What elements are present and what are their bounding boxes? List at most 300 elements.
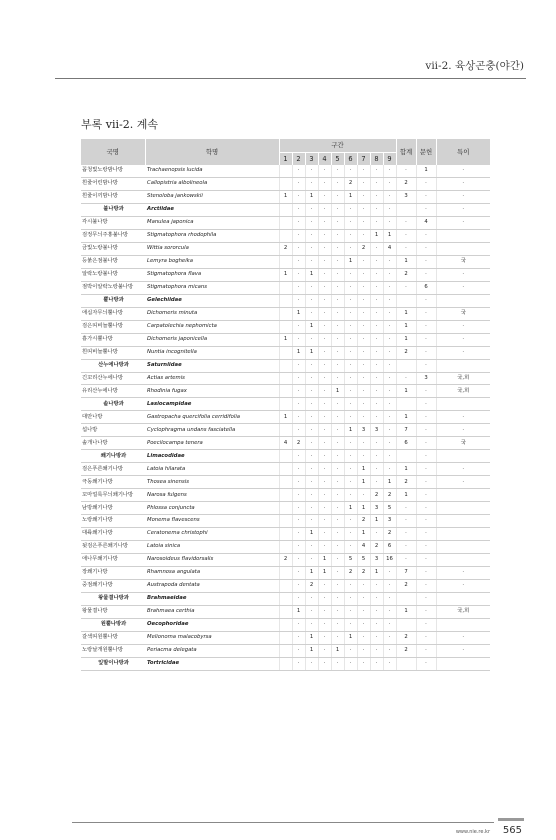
value-cell: · [305, 592, 318, 605]
scientific-name: Gastropacha quercifolia cerridifolia [145, 411, 279, 424]
value-cell: · [331, 411, 344, 424]
value-cell: · [344, 476, 357, 489]
species-row [81, 580, 490, 593]
value-cell: 3 [383, 515, 396, 528]
value-cell: · [344, 372, 357, 385]
value-cell: · [318, 268, 331, 281]
species-row [81, 463, 490, 476]
species-row [81, 631, 490, 644]
value-cell: · [416, 554, 436, 567]
value-cell: · [383, 657, 396, 670]
value-cell: · [357, 411, 370, 424]
value-cell: 1 [305, 346, 318, 359]
value-cell: 1 [396, 605, 416, 618]
footer-url: www.nie.re.kr [455, 829, 490, 835]
scientific-name: Limacodidae [145, 450, 279, 463]
value-cell: 1 [396, 333, 416, 346]
value-cell: · [292, 411, 305, 424]
value-cell: · [292, 450, 305, 463]
value-cell: · [292, 515, 305, 528]
scientific-name: Brahmaeidae [145, 592, 279, 605]
value-cell: · [331, 592, 344, 605]
value-cell: · [344, 229, 357, 242]
value-cell: · [305, 618, 318, 631]
scientific-name: Wittia sororcula [145, 242, 279, 255]
value-cell: · [305, 541, 318, 554]
value-cell: · [370, 411, 383, 424]
value-cell: 1 [292, 346, 305, 359]
value-cell: · [305, 489, 318, 502]
value-cell: · [396, 502, 416, 515]
value-cell [436, 229, 490, 242]
scientific-name: Saturniidae [145, 359, 279, 372]
korean-name: 꼽청빛노랑밤나방 [81, 165, 145, 177]
value-cell: · [383, 307, 396, 320]
value-cell: · [318, 177, 331, 190]
value-cell [279, 424, 292, 437]
value-cell [279, 255, 292, 268]
value-cell: · [436, 216, 490, 229]
value-cell: · [416, 398, 436, 411]
family-row [81, 592, 490, 605]
value-cell: · [357, 165, 370, 177]
value-cell: · [344, 489, 357, 502]
value-cell: 5 [344, 554, 357, 567]
value-cell: 1 [416, 165, 436, 177]
scientific-name: Lemyra bogheika [145, 255, 279, 268]
korean-name: 솔개나나방 [81, 437, 145, 450]
value-cell: · [292, 592, 305, 605]
value-cell: · [331, 631, 344, 644]
korean-name: 쐐기나방과 [81, 450, 145, 463]
value-cell: · [383, 580, 396, 593]
value-cell: 1 [279, 190, 292, 203]
header-segment-6: 6 [344, 153, 357, 166]
value-cell: · [370, 476, 383, 489]
korean-name: 각시불나방 [81, 216, 145, 229]
value-cell: 1 [344, 255, 357, 268]
value-cell: · [318, 411, 331, 424]
korean-name: 노랑쐐기나방 [81, 515, 145, 528]
value-cell: 국,희 [436, 372, 490, 385]
value-cell: · [318, 398, 331, 411]
value-cell: · [292, 398, 305, 411]
value-cell: · [331, 554, 344, 567]
footer-bar [498, 818, 524, 821]
value-cell: · [416, 580, 436, 593]
value-cell: · [357, 307, 370, 320]
value-cell: 4 [416, 216, 436, 229]
value-cell: 1 [331, 644, 344, 657]
value-cell: · [416, 489, 436, 502]
value-cell [279, 515, 292, 528]
value-cell: · [344, 528, 357, 541]
value-cell: 1 [396, 307, 416, 320]
value-cell [279, 502, 292, 515]
value-cell: · [305, 216, 318, 229]
value-cell: · [305, 385, 318, 398]
value-cell: · [292, 216, 305, 229]
value-cell [396, 203, 416, 216]
value-cell: 1 [344, 424, 357, 437]
value-cell: · [383, 294, 396, 307]
value-cell: · [331, 333, 344, 346]
value-cell: · [436, 463, 490, 476]
value-cell: · [318, 385, 331, 398]
value-cell: · [436, 631, 490, 644]
value-cell: 3 [416, 372, 436, 385]
value-cell: · [436, 203, 490, 216]
header-rule [55, 78, 526, 79]
scientific-name: Nuntia incognitella [145, 346, 279, 359]
korean-name: 노랑날개원뿔나방 [81, 644, 145, 657]
korean-name: 흰줄어린밤나방 [81, 177, 145, 190]
value-cell [279, 489, 292, 502]
value-cell: · [318, 307, 331, 320]
value-cell: · [370, 359, 383, 372]
value-cell [279, 281, 292, 294]
value-cell: · [370, 177, 383, 190]
value-cell: · [292, 294, 305, 307]
value-cell: · [318, 541, 331, 554]
scientific-name: Stigmatophora rhodophila [145, 229, 279, 242]
value-cell: 2 [357, 242, 370, 255]
value-cell: · [416, 424, 436, 437]
value-cell: · [318, 229, 331, 242]
family-row [81, 359, 490, 372]
species-row [81, 411, 490, 424]
value-cell: · [305, 398, 318, 411]
value-cell [279, 450, 292, 463]
value-cell: · [331, 528, 344, 541]
value-cell: · [370, 463, 383, 476]
scientific-name: Tortricidae [145, 657, 279, 670]
header-literature: 문헌 [416, 139, 436, 165]
value-cell: 1 [292, 307, 305, 320]
value-cell: · [331, 216, 344, 229]
value-cell: · [331, 515, 344, 528]
value-cell [279, 657, 292, 670]
value-cell: · [318, 644, 331, 657]
value-cell: · [370, 165, 383, 177]
value-cell: · [383, 437, 396, 450]
value-cell: · [292, 644, 305, 657]
header-segment-2: 2 [292, 153, 305, 166]
value-cell: · [344, 463, 357, 476]
scientific-name: Carpatolechia nephomicta [145, 320, 279, 333]
value-cell: · [416, 411, 436, 424]
value-cell: · [436, 177, 490, 190]
value-cell [279, 359, 292, 372]
value-cell [279, 294, 292, 307]
value-cell: · [331, 489, 344, 502]
value-cell: · [416, 190, 436, 203]
value-cell [279, 229, 292, 242]
value-cell: · [357, 372, 370, 385]
value-cell [436, 592, 490, 605]
value-cell: · [331, 605, 344, 618]
value-cell: · [344, 359, 357, 372]
korean-name: 왕물결나방 [81, 605, 145, 618]
value-cell: 2 [383, 528, 396, 541]
scientific-name: Monema flavescens [145, 515, 279, 528]
value-cell: · [436, 190, 490, 203]
value-cell: · [370, 372, 383, 385]
value-cell: 1 [396, 255, 416, 268]
value-cell: 5 [383, 502, 396, 515]
value-cell: · [416, 385, 436, 398]
value-cell [436, 515, 490, 528]
value-cell: · [305, 255, 318, 268]
value-cell: · [318, 463, 331, 476]
value-cell: · [331, 255, 344, 268]
value-cell: · [292, 580, 305, 593]
value-cell: · [318, 437, 331, 450]
value-cell: · [318, 190, 331, 203]
korean-name: 검정무늬주홍불나방 [81, 229, 145, 242]
value-cell: · [416, 618, 436, 631]
value-cell: · [292, 502, 305, 515]
value-cell: · [344, 541, 357, 554]
value-cell: · [370, 385, 383, 398]
value-cell [279, 216, 292, 229]
korean-name: 흉가시뿔나방 [81, 333, 145, 346]
running-header-title: vii-2. 육상곤충(야간) [425, 60, 524, 72]
scientific-name: Dichomeris minuta [145, 307, 279, 320]
value-cell: · [370, 580, 383, 593]
value-cell: · [357, 190, 370, 203]
header-korean-name: 국명 [81, 139, 145, 165]
value-cell [396, 450, 416, 463]
species-row [81, 165, 490, 177]
scientific-name: Ceratonema christophi [145, 528, 279, 541]
scientific-name: Rhamnosa angulata [145, 567, 279, 580]
value-cell: · [416, 177, 436, 190]
scientific-name: Brahmaea certhia [145, 605, 279, 618]
value-cell: · [331, 242, 344, 255]
species-row [81, 528, 490, 541]
korean-name: 검은띠비늘뿔나방 [81, 320, 145, 333]
value-cell: · [370, 216, 383, 229]
value-cell: · [357, 216, 370, 229]
value-cell: · [383, 216, 396, 229]
value-cell: · [416, 294, 436, 307]
value-cell: 1 [344, 631, 357, 644]
value-cell: · [416, 255, 436, 268]
scientific-name: Rhodinia fugax [145, 385, 279, 398]
value-cell: 2 [279, 554, 292, 567]
value-cell [279, 165, 292, 177]
value-cell: · [292, 242, 305, 255]
value-cell: 1 [370, 567, 383, 580]
value-cell: · [305, 605, 318, 618]
korean-name: 왕물결나방과 [81, 592, 145, 605]
value-cell [436, 398, 490, 411]
value-cell: · [370, 631, 383, 644]
species-row [81, 489, 490, 502]
value-cell: · [416, 528, 436, 541]
value-cell: · [331, 541, 344, 554]
value-cell: · [396, 229, 416, 242]
value-cell: · [416, 333, 436, 346]
value-cell: · [357, 644, 370, 657]
header-segment-5: 5 [331, 153, 344, 166]
value-cell: 1 [344, 502, 357, 515]
value-cell: · [331, 281, 344, 294]
value-cell [279, 528, 292, 541]
header-segment-1: 1 [279, 153, 292, 166]
scientific-name: Narosoideus flavidorsalis [145, 554, 279, 567]
value-cell: · [292, 255, 305, 268]
korean-name: 뿔나방과 [81, 294, 145, 307]
value-cell: · [318, 605, 331, 618]
value-cell: 2 [357, 515, 370, 528]
value-cell: 2 [344, 177, 357, 190]
value-cell: · [370, 605, 383, 618]
species-row [81, 515, 490, 528]
value-cell: · [357, 294, 370, 307]
korean-name: 애십자무늬뿔나방 [81, 307, 145, 320]
value-cell: · [436, 424, 490, 437]
scientific-name: Latoia sinica [145, 541, 279, 554]
value-cell: · [318, 580, 331, 593]
value-cell: 3 [370, 554, 383, 567]
value-cell: · [318, 281, 331, 294]
value-cell: 2 [370, 489, 383, 502]
species-row [81, 476, 490, 489]
value-cell: · [331, 190, 344, 203]
value-cell: · [436, 580, 490, 593]
value-cell: 2 [305, 580, 318, 593]
species-row [81, 605, 490, 618]
value-cell: · [416, 203, 436, 216]
value-cell: · [436, 476, 490, 489]
value-cell: 1 [305, 567, 318, 580]
value-cell: · [305, 359, 318, 372]
value-cell: · [357, 268, 370, 281]
value-cell: · [331, 165, 344, 177]
value-cell: · [331, 307, 344, 320]
value-cell: 1 [292, 605, 305, 618]
value-cell: · [383, 203, 396, 216]
value-cell: · [396, 372, 416, 385]
species-row [81, 502, 490, 515]
footer-rule [72, 822, 494, 823]
value-cell: · [383, 346, 396, 359]
family-row [81, 398, 490, 411]
value-cell: · [383, 605, 396, 618]
value-cell [279, 631, 292, 644]
value-cell: · [383, 398, 396, 411]
value-cell: · [318, 372, 331, 385]
value-cell: · [383, 372, 396, 385]
value-cell: 1 [357, 476, 370, 489]
family-row [81, 203, 490, 216]
value-cell: · [344, 385, 357, 398]
species-row [81, 242, 490, 255]
value-cell: 1 [305, 268, 318, 281]
korean-name: 대륙쐐기나방 [81, 528, 145, 541]
value-cell [436, 657, 490, 670]
value-cell: 1 [383, 476, 396, 489]
value-cell: · [357, 281, 370, 294]
value-cell: · [292, 618, 305, 631]
value-cell: · [357, 320, 370, 333]
scientific-name: Stenoloba jankowskii [145, 190, 279, 203]
value-cell: · [344, 437, 357, 450]
value-cell: · [292, 554, 305, 567]
scientific-name: Narosa fulgens [145, 489, 279, 502]
value-cell: 1 [305, 320, 318, 333]
value-cell: · [318, 476, 331, 489]
header-segment-4: 4 [318, 153, 331, 166]
value-cell: · [344, 346, 357, 359]
korean-name: 원뿔나방과 [81, 618, 145, 631]
species-row [81, 190, 490, 203]
value-cell: · [305, 294, 318, 307]
value-cell [436, 554, 490, 567]
value-cell: · [331, 398, 344, 411]
scientific-name: Periacma delegata [145, 644, 279, 657]
value-cell: 3 [370, 502, 383, 515]
value-cell: · [344, 320, 357, 333]
korean-name: 갈색띠원뿔나방 [81, 631, 145, 644]
value-cell: · [416, 437, 436, 450]
species-row [81, 385, 490, 398]
value-cell: · [305, 203, 318, 216]
value-cell: 국 [436, 255, 490, 268]
value-cell: 1 [279, 411, 292, 424]
value-cell: · [292, 190, 305, 203]
species-row [81, 372, 490, 385]
scientific-name: Poecilocampa tenera [145, 437, 279, 450]
table-header [81, 139, 490, 165]
value-cell: 6 [383, 541, 396, 554]
value-cell: · [416, 320, 436, 333]
value-cell: 2 [396, 580, 416, 593]
value-cell [436, 450, 490, 463]
value-cell: · [292, 177, 305, 190]
value-cell: 1 [305, 644, 318, 657]
value-cell: · [292, 268, 305, 281]
value-cell: 7 [396, 567, 416, 580]
value-cell: · [383, 281, 396, 294]
value-cell: · [383, 631, 396, 644]
value-cell: · [416, 644, 436, 657]
value-cell: · [292, 165, 305, 177]
value-cell: 국,희 [436, 605, 490, 618]
value-cell: · [331, 177, 344, 190]
value-cell [279, 398, 292, 411]
value-cell: · [292, 463, 305, 476]
korean-name: 유리산누에나방 [81, 385, 145, 398]
value-cell [396, 618, 416, 631]
header-total: 합계 [396, 139, 416, 165]
value-cell: · [305, 281, 318, 294]
korean-name: 긴꼬리산누에나방 [81, 372, 145, 385]
value-cell: · [370, 281, 383, 294]
species-row [81, 333, 490, 346]
value-cell: · [396, 281, 416, 294]
value-cell: · [383, 411, 396, 424]
korean-name: 등붉은점불나방 [81, 255, 145, 268]
value-cell: 2 [396, 268, 416, 281]
value-cell: · [331, 567, 344, 580]
value-cell: · [383, 618, 396, 631]
value-cell [436, 528, 490, 541]
value-cell: · [383, 190, 396, 203]
value-cell: · [305, 515, 318, 528]
